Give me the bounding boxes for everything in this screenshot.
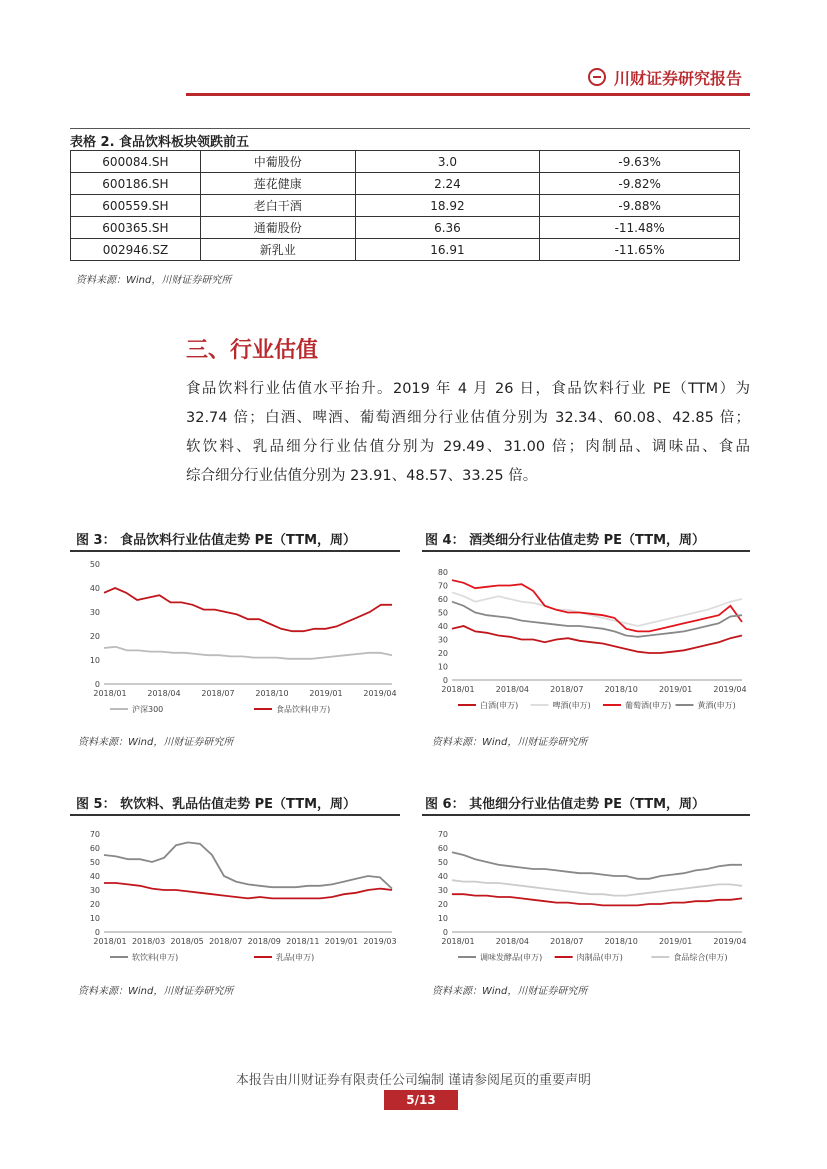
table-cell: -11.48% bbox=[540, 217, 740, 239]
x-tick-label: 2018/04 bbox=[147, 689, 181, 698]
table-cell: 600365.SH bbox=[71, 217, 201, 239]
paragraph-line: 软饮料、乳品细分行业估值分别为 29.49、31.00 倍；肉制品、调味品、食品 bbox=[186, 439, 750, 455]
x-tick-label: 2019/04 bbox=[713, 937, 747, 946]
figure-6-title: 图 6： 其他细分行业估值走势 PE（TTM，周） bbox=[425, 797, 706, 812]
legend-label: 食品综合(申万) bbox=[673, 953, 728, 962]
figure-5-rule bbox=[70, 814, 400, 816]
x-tick-label: 2018/01 bbox=[441, 685, 475, 694]
page-number: 5/13 bbox=[384, 1090, 458, 1110]
legend-label: 沪深300 bbox=[132, 705, 164, 714]
y-tick-label: 30 bbox=[437, 635, 448, 645]
y-tick-label: 10 bbox=[89, 914, 100, 923]
y-tick-label: 40 bbox=[437, 622, 448, 631]
figure-6-chart bbox=[422, 828, 750, 968]
table-cell: -9.63% bbox=[540, 151, 740, 173]
y-tick-label: 30 bbox=[89, 608, 100, 617]
figure-3-source: 资料来源：Wind，川财证券研究所 bbox=[78, 737, 234, 748]
y-tick-label: 50 bbox=[89, 858, 100, 867]
legend-label: 软饮料(申万) bbox=[132, 953, 179, 962]
y-tick-label: 60 bbox=[437, 595, 448, 604]
x-tick-label: 2018/10 bbox=[255, 689, 289, 698]
table-cell: 2.24 bbox=[355, 173, 540, 195]
y-tick-label: 10 bbox=[437, 914, 448, 923]
table-cell: 中葡股份 bbox=[200, 151, 355, 173]
legend-label: 啤酒(申万) bbox=[552, 701, 591, 710]
paragraph-line: 32.74 倍；白酒、啤酒、葡萄酒细分行业估值分别为 32.34、60.08、42.85 倍； bbox=[186, 410, 750, 426]
figure-5-chart bbox=[74, 828, 400, 968]
decliners-table bbox=[70, 150, 740, 261]
table-cell: 16.91 bbox=[355, 239, 540, 261]
series-line bbox=[452, 626, 742, 653]
y-tick-label: 0 bbox=[442, 928, 448, 937]
x-tick-label: 2018/04 bbox=[495, 685, 530, 694]
legend-label: 白酒(申万) bbox=[480, 701, 519, 710]
table-top-rule bbox=[70, 128, 750, 129]
legend-label: 黄酒(申万) bbox=[697, 701, 736, 710]
x-tick-label: 2018/01 bbox=[93, 937, 127, 946]
section-title: 三、行业估值 bbox=[186, 338, 319, 363]
table-cell: 18.92 bbox=[355, 195, 540, 217]
table-title: 表格 2. 食品饮料板块领跌前五 bbox=[70, 135, 250, 150]
x-tick-label: 2018/07 bbox=[201, 689, 235, 698]
x-tick-label: 2019/01 bbox=[658, 937, 693, 946]
table-row bbox=[71, 195, 740, 217]
header-rule bbox=[186, 93, 750, 96]
brand-logo-icon bbox=[588, 68, 606, 86]
x-tick-label: 2019/03 bbox=[363, 937, 397, 946]
y-tick-label: 0 bbox=[442, 676, 448, 685]
series-line bbox=[452, 580, 742, 631]
legend-label: 食品饮料(申万) bbox=[276, 705, 331, 714]
y-tick-label: 40 bbox=[89, 584, 100, 593]
series-line bbox=[104, 842, 392, 888]
x-tick-label: 2019/04 bbox=[713, 685, 747, 694]
x-tick-label: 2018/10 bbox=[604, 937, 638, 946]
x-tick-label: 2018/10 bbox=[604, 685, 638, 694]
y-tick-label: 30 bbox=[437, 886, 448, 895]
x-tick-label: 2018/03 bbox=[131, 937, 166, 946]
x-tick-label: 2018/01 bbox=[441, 937, 475, 946]
figure-5-source: 资料来源：Wind，川财证券研究所 bbox=[78, 986, 234, 997]
figure-6-source: 资料来源：Wind，川财证券研究所 bbox=[432, 986, 588, 997]
table-cell: 老白干酒 bbox=[200, 195, 355, 217]
y-tick-label: 20 bbox=[89, 632, 100, 641]
series-line bbox=[104, 883, 392, 898]
x-tick-label: 2018/07 bbox=[550, 685, 584, 694]
footer-disclaimer: 本报告由川财证券有限责任公司编制 谨请参阅尾页的重要声明 bbox=[235, 1073, 592, 1088]
legend-label: 调味发酵品(申万) bbox=[480, 953, 543, 962]
y-tick-label: 10 bbox=[437, 662, 448, 672]
series-line bbox=[452, 852, 742, 879]
figure-3-rule bbox=[70, 550, 400, 552]
figure-4-title: 图 4： 酒类细分行业估值走势 PE（TTM，周） bbox=[425, 533, 706, 548]
table-cell: 600186.SH bbox=[71, 173, 201, 195]
x-tick-label: 2018/01 bbox=[93, 689, 127, 698]
figure-4-rule bbox=[422, 550, 750, 552]
y-tick-label: 50 bbox=[89, 560, 100, 569]
paragraph-line: 综合细分行业估值分别为 23.91、48.57、33.25 倍。 bbox=[186, 468, 538, 484]
y-tick-label: 40 bbox=[89, 872, 100, 881]
y-tick-label: 40 bbox=[437, 872, 448, 881]
table-cell: -9.88% bbox=[540, 195, 740, 217]
x-tick-label: 2018/04 bbox=[495, 937, 530, 946]
y-tick-label: 50 bbox=[437, 608, 448, 618]
y-tick-label: 20 bbox=[89, 900, 100, 909]
table-row bbox=[71, 151, 740, 173]
figure-4-chart bbox=[422, 566, 750, 716]
y-tick-label: 50 bbox=[437, 858, 448, 867]
figure-3-chart bbox=[74, 558, 400, 720]
legend-label: 葡萄酒(申万) bbox=[625, 701, 672, 710]
x-tick-label: 2019/01 bbox=[309, 689, 343, 698]
table-cell: 通葡股份 bbox=[200, 217, 355, 239]
y-tick-label: 0 bbox=[94, 928, 100, 937]
y-tick-label: 70 bbox=[437, 581, 448, 591]
table-cell: 600559.SH bbox=[71, 195, 201, 217]
x-tick-label: 2018/11 bbox=[286, 937, 320, 946]
series-line bbox=[104, 588, 392, 631]
table-row bbox=[71, 217, 740, 239]
figure-4-source: 资料来源：Wind，川财证券研究所 bbox=[432, 737, 588, 748]
table-cell: 6.36 bbox=[355, 217, 540, 239]
figure-5-title: 图 5： 软饮料、乳品估值走势 PE（TTM，周） bbox=[76, 797, 357, 812]
table-cell: -11.65% bbox=[540, 239, 740, 261]
series-line bbox=[104, 647, 392, 659]
legend-label: 肉制品(申万) bbox=[576, 953, 623, 962]
x-tick-label: 2018/05 bbox=[170, 937, 204, 946]
table-cell: 600084.SH bbox=[71, 151, 201, 173]
table-cell: 新乳业 bbox=[200, 239, 355, 261]
y-tick-label: 0 bbox=[94, 680, 100, 689]
section-paragraph bbox=[186, 375, 750, 491]
x-tick-label: 2018/07 bbox=[550, 937, 584, 946]
table-cell: -9.82% bbox=[540, 173, 740, 195]
y-tick-label: 60 bbox=[89, 844, 100, 853]
table-row bbox=[71, 239, 740, 261]
series-line bbox=[452, 880, 742, 895]
series-line bbox=[452, 894, 742, 905]
y-tick-label: 20 bbox=[437, 900, 448, 909]
x-tick-label: 2019/01 bbox=[324, 937, 359, 946]
y-tick-label: 60 bbox=[437, 844, 448, 853]
header-brand: 川财证券研究报告 bbox=[614, 69, 743, 88]
paragraph-line: 食品饮料行业估值水平抬升。2019 年 4 月 26 日，食品饮料行业 PE（TTM）为 bbox=[186, 381, 750, 397]
y-tick-label: 70 bbox=[89, 830, 100, 839]
series-line bbox=[452, 592, 742, 626]
table-source: 资料来源：Wind，川财证券研究所 bbox=[76, 275, 232, 286]
y-tick-label: 70 bbox=[437, 830, 448, 839]
legend-label: 乳品(申万) bbox=[276, 953, 315, 962]
y-tick-label: 20 bbox=[437, 649, 448, 658]
x-tick-label: 2018/09 bbox=[247, 937, 281, 946]
y-tick-label: 30 bbox=[89, 886, 100, 895]
figure-3-title: 图 3： 食品饮料行业估值走势 PE（TTM，周） bbox=[76, 533, 357, 548]
x-tick-label: 2019/01 bbox=[658, 685, 693, 694]
y-tick-label: 10 bbox=[89, 656, 100, 665]
table-cell: 莲花健康 bbox=[200, 173, 355, 195]
figure-6-rule bbox=[422, 814, 750, 816]
table-row bbox=[71, 173, 740, 195]
x-tick-label: 2019/04 bbox=[363, 689, 397, 698]
y-tick-label: 80 bbox=[437, 568, 448, 577]
table-cell: 002946.SZ bbox=[71, 239, 201, 261]
table-cell: 3.0 bbox=[355, 151, 540, 173]
x-tick-label: 2018/07 bbox=[209, 937, 243, 946]
